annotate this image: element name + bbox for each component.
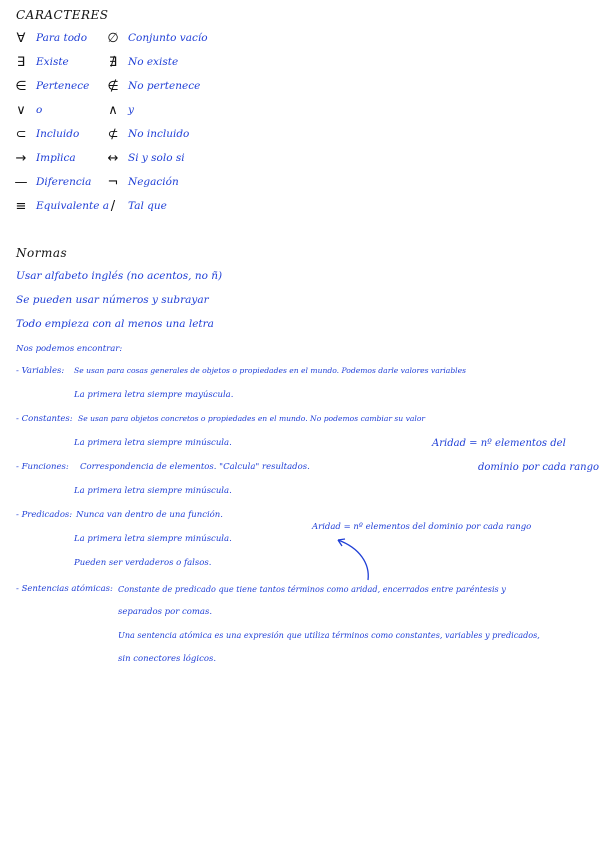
implies-symbol: → (15, 150, 27, 166)
char-row (104, 100, 134, 120)
item-desc: sin conectores lógicos. (118, 654, 217, 664)
difference-symbol: — (14, 174, 28, 190)
char-row (12, 28, 87, 48)
item-note: La primera letra siempre mayúscula. (74, 390, 234, 400)
char-row (104, 148, 185, 168)
item-desc: separados por comas. (118, 607, 213, 617)
item-desc: Constante de predicado que tiene tantos términos como aridad, encerrados entre paréntesis y (118, 584, 506, 594)
char-label: Si y solo si (128, 152, 185, 164)
item-note: La primera letra siempre minúscula. (74, 486, 232, 496)
item-desc: Se usan para cosas generales de objetos o propiedades en el mundo. Podemos darle valores variables (74, 366, 466, 375)
char-label: Incluido (36, 128, 80, 140)
char-label: o (36, 104, 43, 116)
char-row (104, 28, 208, 48)
char-row (12, 124, 79, 144)
not-subset-symbol: ⊄ (107, 126, 119, 142)
item-desc: Correspondencia de elementos. "Calcula" resultados. (80, 462, 310, 472)
char-label: Existe (36, 56, 69, 68)
rule-line: Usar alfabeto inglés (no acentos, no ñ) (16, 270, 223, 282)
rule-line: Todo empieza con al menos una letra (16, 318, 214, 330)
arrow-icon (330, 534, 390, 584)
item-desc: Se usan para objetos concretos o propiedades en el mundo. No podemos cambiar su valor (78, 414, 426, 423)
normas-title: Normas (16, 246, 68, 260)
char-row (12, 196, 109, 216)
rule-line: Nos podemos encontrar: (16, 344, 123, 354)
char-label: Implica (36, 152, 76, 164)
char-row (12, 172, 91, 192)
margin-note-line1: Aridad = nº elementos del (432, 438, 566, 449)
item-note: La primera letra siempre minúscula. (74, 438, 232, 448)
item-term: - Funciones: (16, 462, 69, 472)
subset-symbol: ⊂ (15, 126, 27, 142)
item-note: Pueden ser verdaderos o falsos. (74, 558, 212, 568)
char-label: Negación (128, 176, 179, 188)
char-label: Pertenece (36, 80, 90, 92)
char-label: No incluido (128, 128, 190, 140)
char-label: Para todo (36, 32, 88, 44)
or-symbol: ∨ (16, 102, 26, 118)
aridad-note: Aridad = nº elementos del dominio por cada rango (312, 522, 532, 532)
char-row (104, 76, 200, 96)
negation-symbol: ¬ (107, 174, 119, 190)
equivalent-symbol: ≡ (15, 198, 27, 214)
item-desc: Una sentencia atómica es una expresión que utiliza términos como constantes, variables y predicados, (118, 630, 540, 640)
item-term: - Sentencias atómicas: (16, 584, 113, 594)
for-all-symbol: ∀ (16, 30, 26, 46)
not-element-of-symbol: ∉ (107, 78, 119, 94)
element-of-symbol: ∈ (15, 78, 27, 94)
item-term: - Constantes: (16, 414, 73, 424)
such-that-symbol: / (110, 198, 116, 214)
margin-note-line2: dominio por cada rango (478, 462, 600, 473)
char-row (12, 148, 76, 168)
char-label: Equivalente a (36, 200, 110, 212)
char-row (12, 100, 42, 120)
char-row (12, 52, 69, 72)
char-label: Diferencia (36, 176, 92, 188)
char-row (104, 52, 178, 72)
item-term: - Predicados: (16, 510, 73, 520)
item-term: - Variables: (16, 366, 65, 376)
rule-line: Se pueden usar números y subrayar (16, 294, 209, 306)
char-label: Conjunto vacío (128, 32, 208, 44)
char-row (104, 196, 167, 216)
exists-symbol: ∃ (16, 54, 26, 70)
char-row (12, 76, 89, 96)
char-label: Tal que (128, 200, 167, 212)
and-symbol: ∧ (108, 102, 118, 118)
not-exists-symbol: ∄ (108, 54, 118, 70)
char-row (104, 172, 179, 192)
char-label: No existe (128, 56, 179, 68)
item-desc: Nunca van dentro de una función. (76, 510, 223, 520)
caracteres-title: CARACTERES (16, 8, 109, 22)
empty-set-symbol: ∅ (107, 30, 119, 46)
char-label: No pertenece (128, 80, 201, 92)
iff-symbol: ↔ (107, 150, 119, 166)
item-note: La primera letra siempre minúscula. (74, 534, 232, 544)
char-row (104, 124, 189, 144)
char-label: y (128, 104, 134, 116)
